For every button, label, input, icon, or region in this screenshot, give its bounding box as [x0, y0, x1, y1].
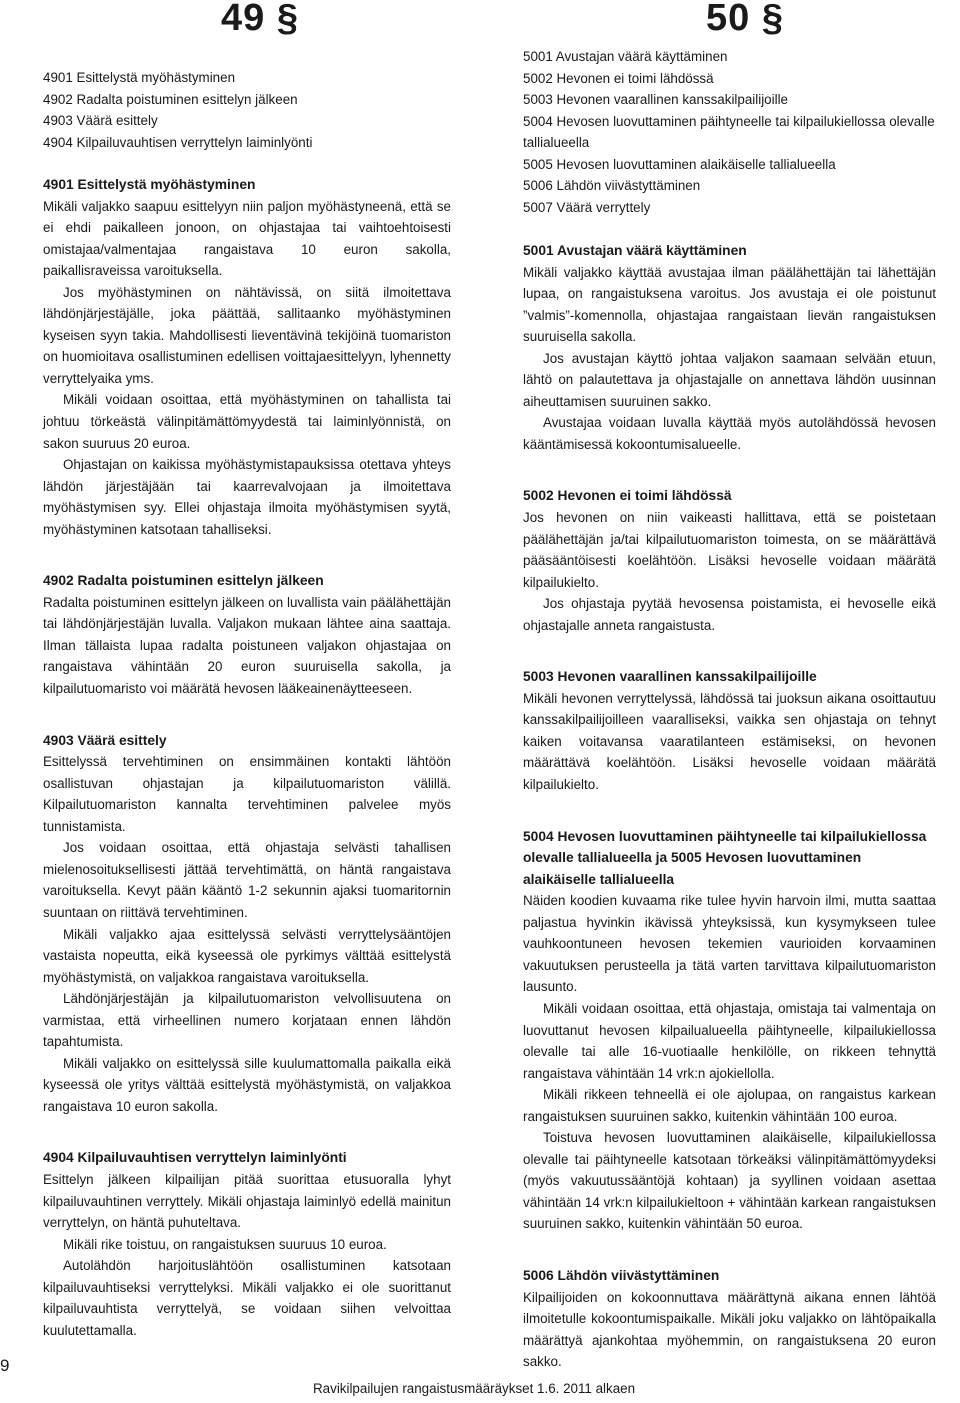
toc-item: 4903 Väärä esittely — [43, 113, 158, 129]
paragraph: Esittelyn jälkeen kilpailijan pitää suorittaa etusuoralla lyhyt kilpailuvauhtinen verryttely. Mikäli ohjastaja laiminlyö edellä mainitun verryttelyn, on häntä puhuteltava. — [43, 1171, 451, 1231]
rule-section — [523, 1265, 936, 1373]
section-number: 50 § — [706, 0, 784, 39]
section-heading: 4901 Esittelystä myöhästyminen — [43, 177, 256, 192]
paragraph: Jos voidaan osoittaa, että ohjastaja selvästi tahallisen mielenosoituksellisesti jättää tervehtimättä, on häntä rangaistava varoituksella. Kevyt pään kääntö 1-2 sekunnin ajaksi tuomaritornin suuntaan on riittävä tervehtiminen. — [43, 840, 451, 920]
rule-section — [43, 174, 451, 540]
paragraph: Ohjastajan on kaikissa myöhästymistapauksissa otettava yhteys lähdön järjestäjään tai kaarrevalvojaan ja ilmoitettava myöhästymisen syy. Ellei ohjastaja ilmoita myöhästymisen syytä, myöhästyminen katsotaan tahalliseksi. — [43, 457, 451, 537]
paragraph: Mikäli rikkeen tehneellä ei ole ajolupaa, on rangaistus karkean rangaistuksen suuruinen sakko, kuitenkin vähintään 100 euroa. — [523, 1087, 936, 1124]
section-heading: 5002 Hevonen ei toimi lähdössä — [523, 488, 732, 504]
paragraph: Autolähdön harjoituslähtöön osallistuminen katsotaan kilpailuvauhtiseksi verryttelyksi. Mikäli valjakko ei ole suorittanut kilpailuvauhtista verryttelyä, se voidaan siihen velvoittaa kuulutettamalla. — [43, 1258, 451, 1338]
rule-section — [523, 240, 936, 455]
paragraph: Toistuva hevosen luovuttaminen alaikäiselle, kilpailukiellossa olevalle tai päihtyneelle katsotaan törkeäksi välinpitämättömyydeksi (myös vakuutussääntöjä kohtaan) ja syyllinen voidaan asettaa vähintään 14 vrk:n kilpailukieltoon + vähintään karkean rangaistuksen suuruinen sakko, kuitenkin vähintään 50 euroa. — [523, 1130, 936, 1232]
paragraph: Mikäli valjakko ajaa esittelyssä selvästi verryttelysääntöjen vastaista nopeutta, eikä kyseessä ole pyrkimys välttää esittelystä myöhästymistä, on valjakkoa rangaistava varoituksella. — [43, 926, 451, 985]
toc-item: 5005 Hevosen luovuttaminen alaikäiselle tallialueella — [523, 156, 836, 172]
section-heading: 4904 Kilpailuvauhtisen verryttelyn laiminlyönti — [43, 1150, 347, 1166]
paragraph: Mikäli valjakko käyttää avustajaa ilman päälähettäjän tai lähettäjän lupaa, on rangaistuksena varoitus. Jos avustaja ei ole poistunut ”valmis”-komennolla, ohjastajaa rangaistaan lievän rangaistuksen suuruisella sakolla. — [523, 264, 936, 345]
rule-section — [43, 730, 451, 1118]
toc-item: 5004 Hevosen luovuttaminen päihtyneelle tai kilpailukiellossa olevalle tallialueella — [523, 113, 935, 151]
toc-item: 5002 Hevonen ei toimi lähdössä — [523, 70, 714, 86]
section-content — [43, 174, 451, 1371]
toc-item: 5003 Hevonen vaarallinen kanssakilpailijoille — [523, 92, 789, 108]
paragraph: Mikäli valjakko saapuu esittelyyn niin paljon myöhästyneenä, että se ei ehdi paikalleen jonoon, on ohjastajaa tai vaihtoehtoisesti omistajaa/valmentajaa rangaistava 10 euron sakolla, paikallisraveissa varoituksella. — [43, 198, 451, 279]
section-heading: 5006 Lähdön viivästyttäminen — [523, 1267, 720, 1283]
paragraph: Jos myöhästyminen on nähtävissä, on siitä ilmoitettava lähdönjärjestäjälle, joka päättää, sallitaanko myöhästyminen kyseisen syyn takia. Mahdollisesti lieventävinä tekijöinä tuomariston on huomioitava osallistuminen edellisen voittajaesittelyyn, lyhennetty verryttelyaika yms. — [43, 284, 451, 386]
rule-section — [523, 485, 936, 636]
paragraph: Mikäli valjakko on esittelyssä sille kuulumattomalla paikalla eikä kyseessä ole yritys välttää esittelystä myöhästymistä, on valjakkoa rangaistava 10 euron sakolla. — [43, 1055, 451, 1114]
section-heading: 5001 Avustajan väärä käyttäminen — [523, 243, 747, 258]
toc-item: 4904 Kilpailuvauhtisen verryttelyn laiminlyönti — [43, 134, 313, 150]
rule-section — [523, 666, 936, 795]
paragraph: Mikäli voidaan osoittaa, että myöhästyminen on tahallista tai johtuu törkeästä välinpitämättömyydestä tai laiminlyönnistä, on sakon suuruus 20 euroa. — [43, 392, 451, 451]
rule-section — [523, 826, 936, 1235]
paragraph: Jos ohjastaja pyytää hevosensa poistamista, ei hevoselle eikä ohjastajalle anneta rangaistusta. — [523, 596, 936, 633]
section-heading: 4903 Väärä esittely — [43, 732, 167, 748]
rule-section — [43, 570, 451, 699]
paragraph: Jos avustajan käyttö johtaa valjakon saamaan selvään etuun, lähtö on palautettava ja ohjastajalle on annettava lähdön uusinnan aiheuttamisen suuruinen sakko. — [523, 350, 936, 409]
toc-item: 5001 Avustajan väärä käyttäminen — [523, 49, 728, 64]
section-heading: 4902 Radalta poistuminen esittelyn jälkeen — [43, 573, 324, 589]
paragraph: Mikäli voidaan osoittaa, että ohjastaja, omistaja tai valmentaja on luovuttanut hevosen kilpailualueella päihtyneelle, kilpailukiellossa olevalle tai alle 16-vuotiaalle henkilölle, on rikkeen tehnyttä rangaistava vähintään 14 vrk:n ajokiellolla. — [523, 1000, 936, 1081]
paragraph: Mikäli rike toistuu, on rangaistuksen suuruus 10 euroa. — [63, 1236, 387, 1252]
paragraph: Jos hevonen on niin vaikeasti hallittava, että se poistetaan päälähettäjän ja/tai kilpailutuomariston toimesta, on se määrättävä pääsääntöisesti koelähtöön. Lisäksi hevoselle voidaan määrätä kilpailukielto. — [523, 510, 936, 590]
paragraph: Lähdönjärjestäjän ja kilpailutuomariston velvollisuutena on varmistaa, että virheellinen numero korjataan ennen lähdön tapahtumista. — [43, 991, 451, 1050]
toc-item: 4901 Esittelystä myöhästyminen — [43, 70, 236, 85]
section-heading: 5004 Hevosen luovuttaminen päihtyneelle tai kilpailukiellossa olevalle tallialueella ja 5005 Hevosen luovuttaminen alaikäiselle tallialueella — [523, 828, 927, 887]
paragraph: Radalta poistuminen esittelyn jälkeen on luvallista vain päälähettäjän tai lähdönjärjestäjän luvalla. Valjakon mukaan lähtee aina saattaja. Ilman tällaista lupaa radalta poistuneen valjakon ohjastajaa on rangaistava vähintään 20 euron suuruisella sakolla, ja kilpailutuomaristo voi määrätä hevosen lääkeainenäytteeseen. — [43, 594, 451, 697]
paragraph: Esittelyssä tervehtiminen on ensimmäinen kontakti lähtöön osallistuvan ohjastajan ja kilpailutuomariston välillä. Kilpailutuomariston kannalta tervehtiminen palvelee myös tunnistamista. — [43, 754, 451, 834]
table-of-contents — [523, 46, 936, 218]
section-number: 49 § — [221, 0, 299, 39]
section-content — [523, 240, 936, 1403]
toc-item: 5006 Lähdön viivästyttäminen — [523, 178, 701, 194]
section-heading: 5003 Hevonen vaarallinen kanssakilpailijoille — [523, 669, 817, 685]
paragraph: Näiden koodien kuvaama rike tulee hyvin harvoin ilmi, mutta saattaa paljastua hyvinkin ikävissä yhteyksissä, kun kysymykseen tulee vauhkoontuneen hevosen tekemien vaurioiden korvaaminen vakuutuksen perusteella ja tätä varten tarvittava kilpailutuomariston lausunto. — [523, 893, 936, 995]
page-number: 9 — [0, 1356, 10, 1375]
toc-item: 5007 Väärä verryttely — [523, 199, 651, 215]
paragraph: Mikäli hevonen verryttelyssä, lähdössä tai juoksun aikana osoittautuu kanssakilpailijoilleen vaaralliseksi, vaikka sen ohjastaja on tehnyt kaiken voitavansa vaaratilanteen estämiseksi, on hevonen määrättävä koelähtöön. Lisäksi hevoselle voidaan määrätä kilpailukielto. — [523, 690, 936, 793]
paragraph: Kilpailijoiden on kokoonnuttava määrättynä aikana ennen lähtöä ilmoitetulle kokoontumispaikalle. Mikäli joku valjakko on lähtöpaikalla määrättyä ajankohtaa myöhemmin, on rangaistuksena 20 euron sakko. — [523, 1289, 936, 1370]
footer-text: Ravikilpailujen rangaistusmääräykset 1.6. 2011 alkaen — [313, 1381, 636, 1396]
table-of-contents — [43, 67, 312, 153]
rule-section — [43, 1147, 451, 1341]
paragraph: Avustajaa voidaan luvalla käyttää myös autolähdössä hevosen kääntämisessä kokoontumisalueelle. — [523, 415, 936, 452]
toc-item: 4902 Radalta poistuminen esittelyn jälkeen — [43, 91, 298, 107]
